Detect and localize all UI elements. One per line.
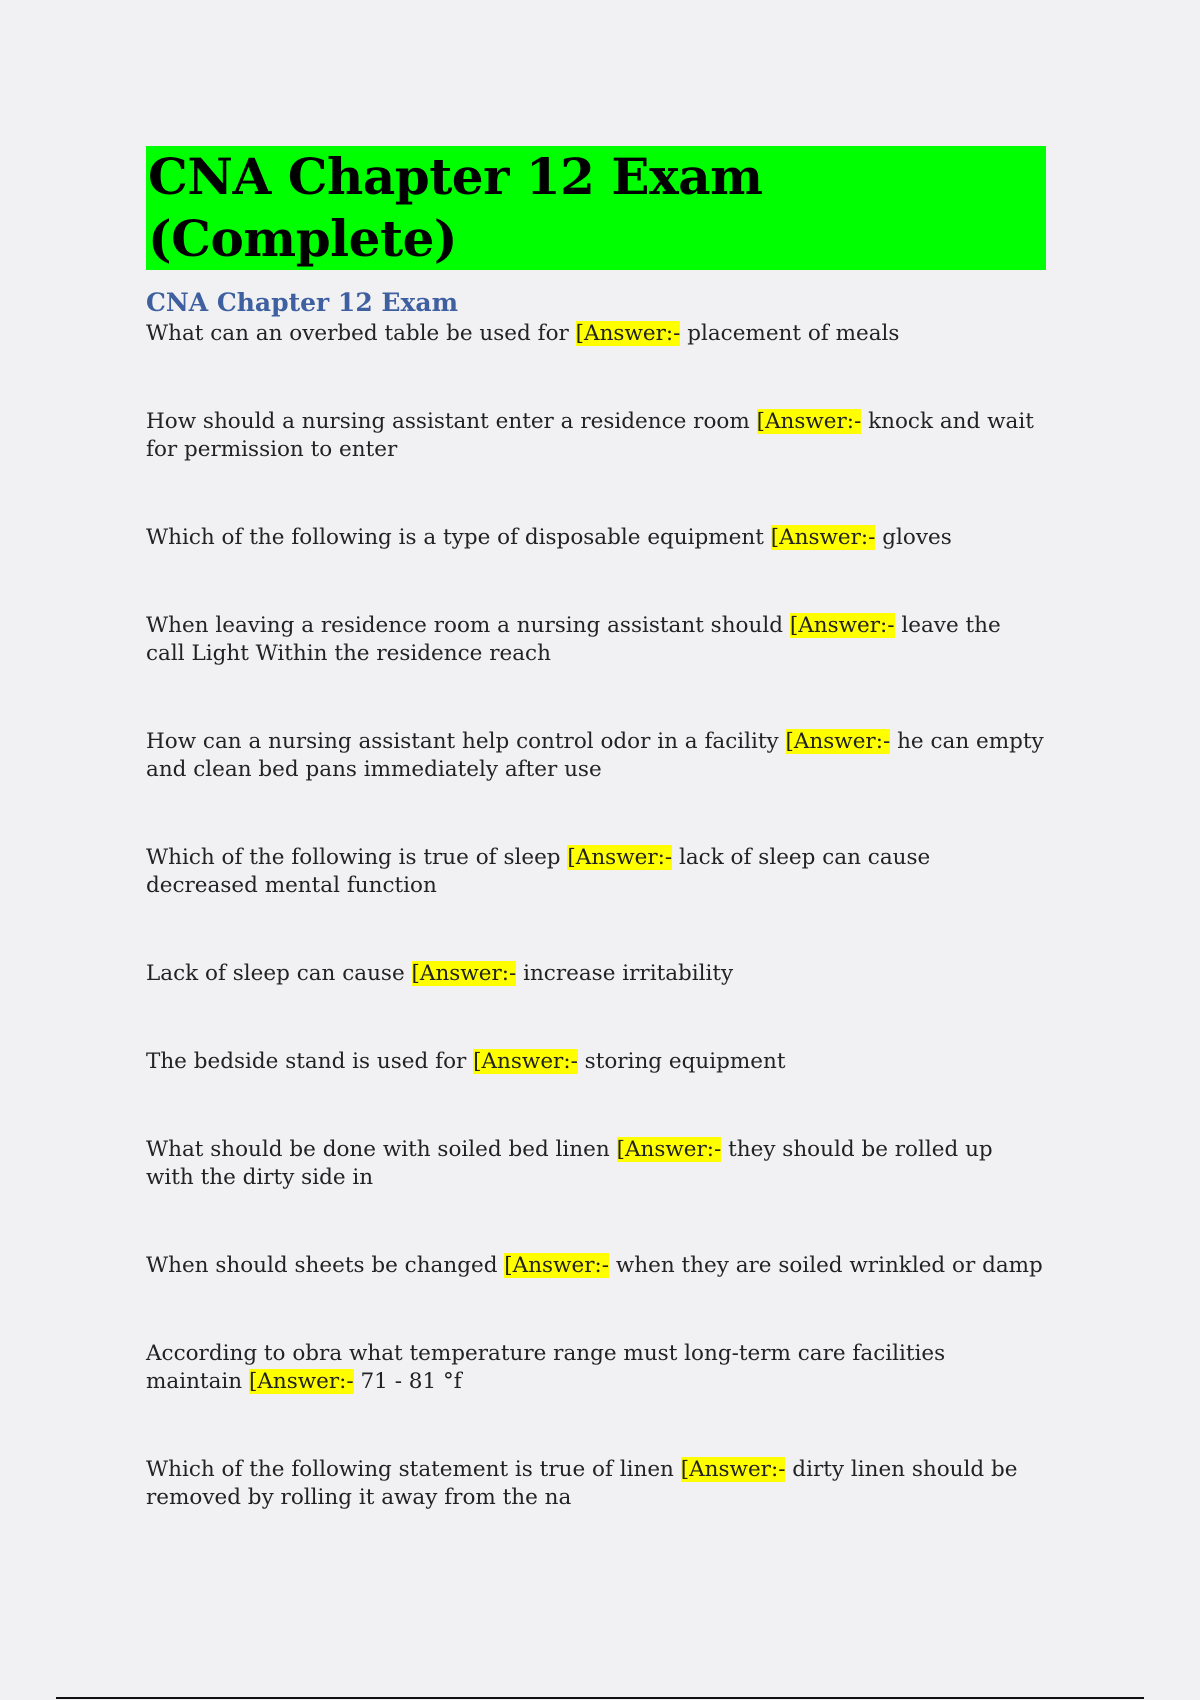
answer-tag: [Answer:-: [785, 729, 891, 754]
answer-tag: [Answer:-: [473, 1049, 578, 1074]
answer-tag: [Answer:-: [789, 613, 895, 638]
qa-item: [146, 844, 1046, 900]
answer-text: they should be rolled up with the dirty side in: [146, 1137, 993, 1190]
document-page: [146, 146, 1046, 1572]
qa-item: [146, 1340, 1046, 1396]
qa-list: [146, 320, 1046, 1512]
answer-tag: [Answer:-: [575, 321, 681, 346]
question-text: What should be done with soiled bed linen: [146, 1137, 617, 1162]
question-text: Which of the following statement is true of linen: [146, 1457, 681, 1482]
answer-tag: [Answer:-: [756, 409, 862, 434]
question-text: When should sheets be changed: [146, 1253, 505, 1278]
document-title: CNA Chapter 12 Exam (Complete): [146, 146, 1046, 270]
qa-item: [146, 1456, 1046, 1512]
qa-item: [146, 320, 1046, 348]
qa-item: [146, 728, 1046, 784]
question-text: Which of the following is true of sleep: [146, 845, 568, 870]
question-text: When leaving a residence room a nursing assistant should: [146, 613, 790, 638]
answer-text: leave the call Light Within the residence reach: [146, 613, 1001, 666]
answer-tag: [Answer:-: [770, 525, 876, 550]
question-text: Lack of sleep can cause: [146, 961, 412, 986]
question-text: How should a nursing assistant enter a residence room: [146, 409, 757, 434]
answer-tag: [Answer:-: [411, 961, 517, 986]
qa-item: [146, 1048, 1046, 1076]
answer-text: storing equipment: [577, 1049, 786, 1074]
qa-item: [146, 408, 1046, 464]
document-subtitle: CNA Chapter 12 Exam: [146, 288, 459, 317]
answer-tag: [Answer:-: [680, 1457, 786, 1482]
question-text: Which of the following is a type of disposable equipment: [146, 525, 771, 550]
answer-text: he can empty and clean bed pans immediately after use: [146, 729, 1044, 782]
footer-divider: [56, 1697, 1144, 1699]
answer-text: placement of meals: [680, 321, 900, 346]
question-text: The bedside stand is used for: [146, 1049, 474, 1074]
qa-item: [146, 1252, 1046, 1280]
answer-text: knock and wait for permission to enter: [146, 409, 1034, 462]
answer-tag: [Answer:-: [248, 1369, 354, 1394]
qa-item: [146, 612, 1046, 668]
qa-item: [146, 524, 1046, 552]
qa-item: [146, 1136, 1046, 1192]
answer-text: increase irritability: [516, 961, 734, 986]
qa-item: [146, 960, 1046, 988]
answer-tag: [Answer:-: [567, 845, 673, 870]
answer-tag: [Answer:-: [504, 1253, 610, 1278]
question-text: How can a nursing assistant help control odor in a facility: [146, 729, 786, 754]
answer-text: lack of sleep can cause decreased mental function: [146, 845, 931, 898]
answer-text: 71 - 81 °f: [353, 1369, 462, 1394]
answer-text: when they are soiled wrinkled or damp: [609, 1253, 1043, 1278]
answer-tag: [Answer:-: [616, 1137, 722, 1162]
answer-text: gloves: [875, 525, 952, 550]
question-text: According to obra what temperature range must long-term care facilities maintain: [146, 1341, 946, 1394]
answer-text: dirty linen should be removed by rolling it away from the na: [146, 1457, 1018, 1510]
question-text: What can an overbed table be used for: [146, 321, 576, 346]
